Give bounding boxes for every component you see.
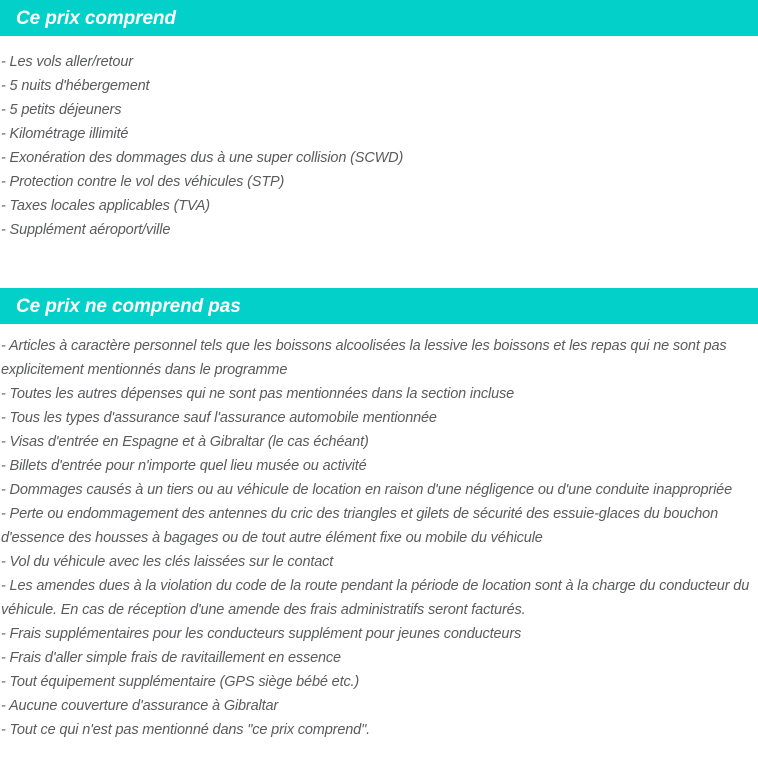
- list-item: - Toutes les autres dépenses qui ne sont pas mentionnées dans la section incluse: [1, 386, 515, 402]
- section-included-list: [0, 36, 758, 242]
- list-item: - Supplément aéroport/ville: [1, 222, 171, 238]
- list-item: - 5 petits déjeuners: [1, 102, 122, 118]
- section-included-title: Ce prix comprend: [16, 7, 176, 29]
- list-item: - Frais d'aller simple frais de ravitaillement en essence: [1, 650, 341, 666]
- list-item: - Dommages causés à un tiers ou au véhicule de location en raison d'une négligence ou d'une conduite inappropriée: [1, 482, 732, 498]
- list-item: - Vol du véhicule avec les clés laissées sur le contact: [1, 554, 334, 570]
- list-item: - Tout équipement supplémentaire (GPS siège bébé etc.): [1, 674, 360, 690]
- section-excluded: [0, 288, 758, 742]
- section-spacer: [0, 242, 758, 288]
- list-item: - Aucune couverture d'assurance à Gibraltar: [1, 698, 279, 714]
- list-item: - Taxes locales applicables (TVA): [1, 198, 210, 214]
- list-item: - Perte ou endommagement des antennes du cric des triangles et gilets de sécurité des essuie-glaces du bouchon d'essence des housses à bagages ou de tout autre élément fixe ou mobile du véhicule: [1, 506, 718, 546]
- list-item: - Billets d'entrée pour n'importe quel lieu musée ou activité: [1, 458, 367, 474]
- section-excluded-title: Ce prix ne comprend pas: [16, 295, 241, 317]
- list-item: - Visas d'entrée en Espagne et à Gibraltar (le cas échéant): [1, 434, 369, 450]
- list-item: - 5 nuits d'hébergement: [1, 78, 150, 94]
- list-item: - Frais supplémentaires pour les conducteurs supplément pour jeunes conducteurs: [1, 626, 522, 642]
- list-item: - Kilométrage illimité: [1, 126, 129, 142]
- list-item: - Articles à caractère personnel tels que les boissons alcoolisées la lessive les boissons et les repas qui ne sont pas explicitement mentionnés dans le programme: [1, 338, 727, 378]
- list-item: - Les vols aller/retour: [1, 54, 133, 70]
- list-item: - Les amendes dues à la violation du code de la route pendant la période de location sont à la charge du conducteur du véhicule. En cas de réception d'une amende des frais administratifs seront facturés.: [1, 578, 750, 618]
- list-item: - Protection contre le vol des véhicules (STP): [1, 174, 285, 190]
- list-item: - Tout ce qui n'est pas mentionné dans "ce prix comprend".: [1, 722, 370, 738]
- section-excluded-list: [0, 324, 758, 742]
- section-included: [0, 0, 758, 242]
- list-item: - Exonération des dommages dus à une super collision (SCWD): [1, 150, 404, 166]
- section-included-banner: [0, 0, 758, 36]
- section-excluded-banner: [0, 288, 758, 324]
- list-item: - Tous les types d'assurance sauf l'assurance automobile mentionnée: [1, 410, 437, 426]
